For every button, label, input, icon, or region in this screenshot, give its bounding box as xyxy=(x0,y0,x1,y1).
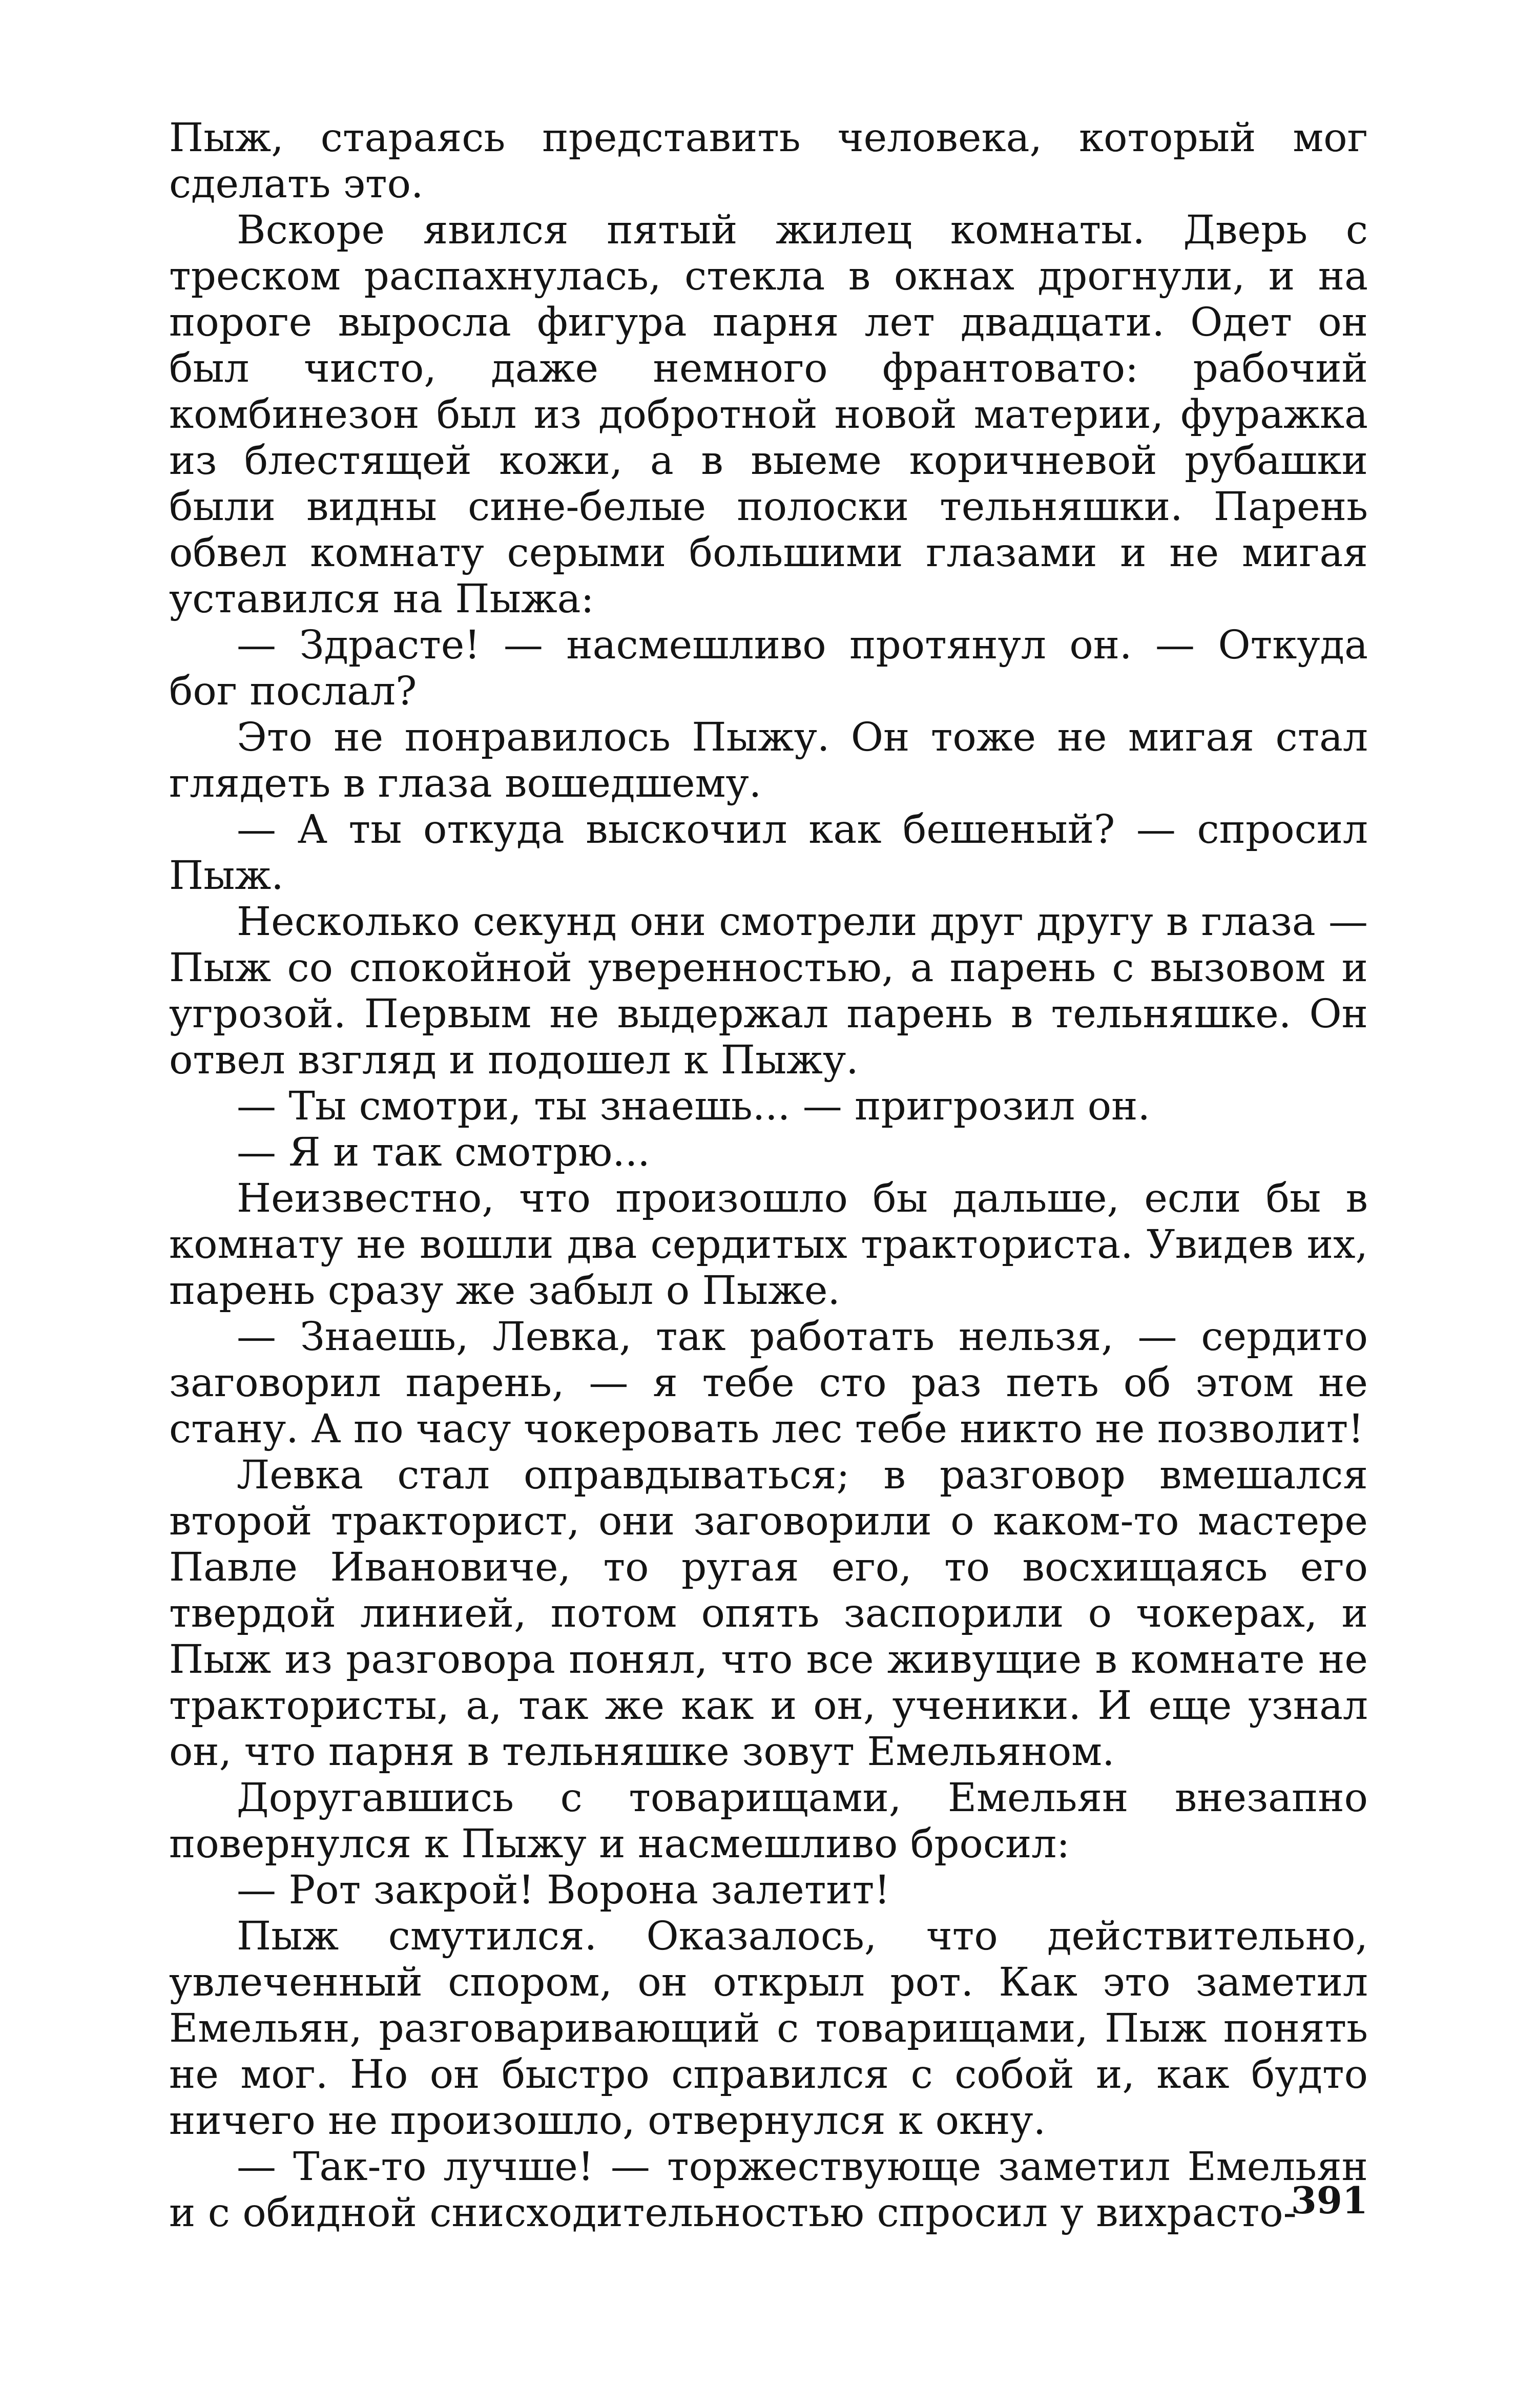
paragraph-13: — Рот закрой! Ворона залетит! xyxy=(237,1867,890,1913)
paragraph-6: Несколько секунд они смотрели друг другу в глаза — Пыж со спокойной уверенностью, а парень с вызовом и угрозой. Первым не выдержал парень в тельняшке. Он отвел взгляд и подошел к Пыжу. xyxy=(169,899,1368,1083)
paragraph-15: — Так-то лучше! — торжествующе заметил Емельян и с обидной снисходительностью спросил у вихрасто- xyxy=(169,2144,1368,2236)
page-body xyxy=(169,115,1368,2236)
paragraph-1: Пыж, стараясь представить человека, который мог сделать это. xyxy=(169,115,1368,207)
paragraph-5: — А ты откуда выскочил как бешеный? — спросил Пыж. xyxy=(169,807,1368,899)
paragraph-9: Неизвестно, что произошло бы дальше, если бы в комнату не вошли два сердитых тракториста. Увидев их, парень сразу же забыл о Пыже. xyxy=(169,1176,1368,1314)
paragraph-10: — Знаешь, Левка, так работать нельзя, — сердито заговорил парень, — я тебе сто раз петь об этом не стану. А по часу чокеровать лес тебе никто не позволит! xyxy=(169,1314,1368,1452)
paragraph-2: Вскоре явился пятый жилец комнаты. Дверь с треском распахнулась, стекла в окнах дрогнули, и на пороге выросла фигура парня лет двадцати. Одет он был чисто, даже немного франтовато: рабочий комбинезон был из добротной новой материи, фуражка из блестящей кожи, а в выеме коричневой рубашки были видны сине-белые полоски тельняшки. Парень обвел комнату серыми большими глазами и не мигая уставился на Пыжа: xyxy=(169,207,1368,622)
paragraph-7: — Ты смотри, ты знаешь... — пригрозил он. xyxy=(237,1084,1150,1129)
paragraph-3: — Здрасте! — насмешливо протянул он. — Откуда бог послал? xyxy=(169,622,1368,714)
paragraph-14: Пыж смутился. Оказалось, что действительно, увлеченный спором, он открыл рот. Как это заметил Емельян, разговаривающий с товарищами, Пыж понять не мог. Но он быстро справился с собой и, как будто ничего не произошло, отвернулся к окну. xyxy=(169,1914,1368,2144)
paragraph-11: Левка стал оправдываться; в разговор вмешался второй тракторист, они заговорили о каком-то мастере Павле Ивановиче, то ругая его, то восхищаясь его твердой линией, потом опять заспорили о чокерах, и Пыж из разговора понял, что все живущие в комнате не трактористы, а, так же как и он, ученики. И еще узнал он, что парня в тельняшке зовут Емельяном. xyxy=(169,1452,1368,1775)
paragraph-12: Доругавшись с товарищами, Емельян внезапно повернулся к Пыжу и насмешливо бросил: xyxy=(169,1775,1368,1867)
paragraph-8: — Я и так смотрю... xyxy=(237,1130,650,1175)
page-number: 391 xyxy=(1291,2178,1368,2222)
paragraph-4: Это не понравилось Пыжу. Он тоже не мигая стал глядеть в глаза вошедшему. xyxy=(169,715,1368,806)
